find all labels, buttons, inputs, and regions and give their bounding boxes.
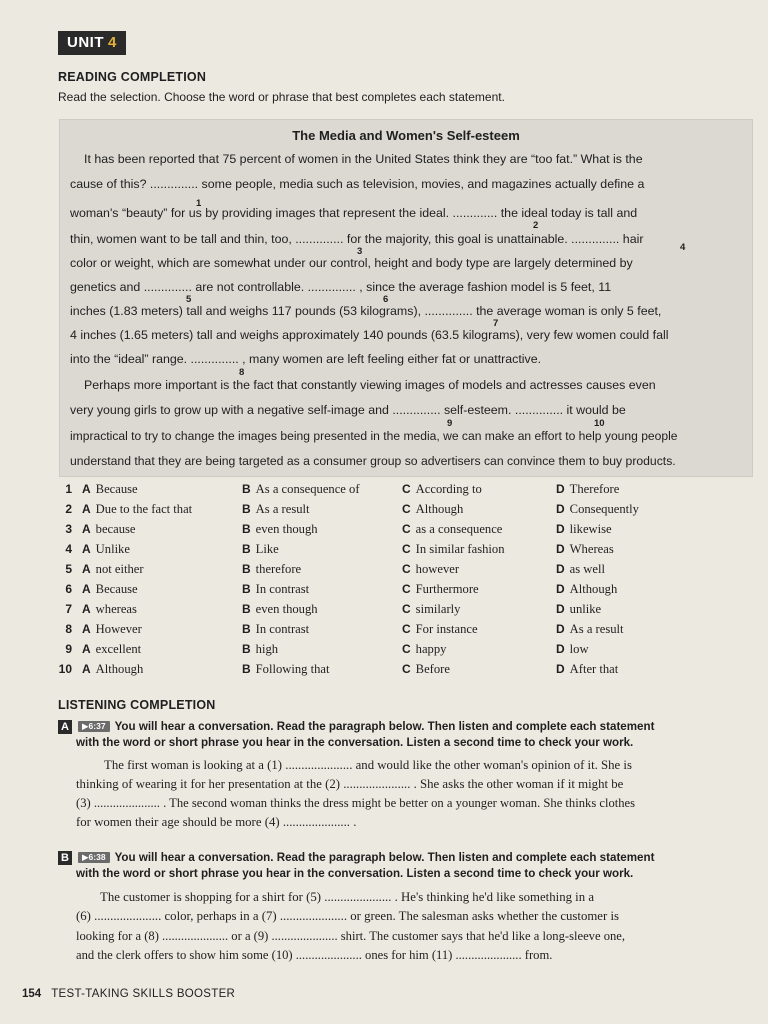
choice-row [52, 522, 752, 542]
passage-line: It has been reported that 75 percent of women in the United States think they are “too fat.” What is the [84, 152, 643, 166]
option-a[interactable]: A Because [82, 482, 138, 496]
passage-line: thin, women want to be tall and thin, too, .............. for the majority, this goal is unattainable. .............. hair [70, 232, 644, 246]
option-letter: B [242, 622, 251, 636]
option-b[interactable]: B As a result [242, 502, 310, 516]
option-c[interactable]: C however [402, 562, 460, 576]
passage-line: cause of this? .............. some people, media such as television, movies, and magazines actually define a [70, 177, 645, 191]
option-letter: B [242, 522, 251, 536]
passage-line: inches (1.83 meters) tall and weighs 117 pounds (53 kilograms), .............. the average woman is only 5 feet, [70, 304, 662, 318]
passage-line: impractical to try to change the images being presented in the media, we can make an effort to help young people [70, 429, 678, 443]
choice-row [52, 582, 752, 602]
choice-row [52, 562, 752, 582]
option-b[interactable]: B high [242, 642, 279, 656]
book-title: TEST-TAKING SKILLS BOOSTER [51, 988, 236, 1000]
question-number: 10 [58, 662, 72, 676]
question-number: 8 [65, 622, 72, 636]
unit-label: UNIT [67, 34, 104, 51]
passage-line: color or weight, which are somewhat under our control, height and body type are largely determined by [70, 256, 633, 270]
option-b[interactable]: B Like [242, 542, 279, 556]
exercise-a-instruction-2: with the word or short phrase you hear in the conversation. Listen a second time to check your work. [76, 736, 634, 749]
option-letter: C [402, 542, 411, 556]
exercise-a-line: for women their age should be more (4) ..................... . [76, 815, 357, 829]
question-number: 2 [65, 502, 72, 516]
blank-number: 3 [357, 246, 363, 257]
option-d[interactable]: D Therefore [556, 482, 620, 496]
option-letter: C [402, 582, 411, 596]
option-b[interactable]: B even though [242, 602, 318, 616]
option-letter: C [402, 642, 411, 656]
passage-line: genetics and .............. are not controllable. .............. , since the average fashion model is 5 feet, 11 [70, 280, 612, 294]
option-a[interactable]: A Although [82, 662, 144, 676]
exercise-a-line: thinking of wearing it for her presentation at the (2) ..................... . She asks the other woman if it might be [76, 777, 624, 791]
choice-row [52, 542, 752, 562]
option-d[interactable]: D likewise [556, 522, 612, 536]
option-d[interactable]: D Although [556, 582, 618, 596]
option-letter: A [82, 602, 91, 616]
option-letter: B [242, 662, 251, 676]
blank-number: 7 [493, 318, 499, 329]
option-b[interactable]: B As a consequence of [242, 482, 360, 496]
blank-number: 6 [383, 294, 389, 305]
passage-line: understand that they are being targeted as a consumer group so advertisers can convince them to buy products. [70, 454, 676, 468]
blank-number: 4 [680, 242, 686, 253]
option-c[interactable]: C For instance [402, 622, 478, 636]
exercise-b-instruction-2: with the word or short phrase you hear in the conversation. Listen a second time to check your work. [76, 867, 634, 880]
option-a[interactable]: A However [82, 622, 142, 636]
option-letter: A [82, 662, 91, 676]
exercise-a-instruction: A ▶6:37 You will hear a conversation. Read the paragraph below. Then listen and complete each statement [58, 719, 654, 734]
option-letter: D [556, 562, 565, 576]
option-b[interactable]: B In contrast [242, 622, 310, 636]
option-a[interactable]: A whereas [82, 602, 137, 616]
exercise-a-line: The first woman is looking at a (1) ..................... and would like the other woman's opinion of it. She is [104, 758, 632, 772]
audio-track-icon[interactable]: ▶6:37 [78, 721, 110, 732]
option-letter: C [402, 602, 411, 616]
exercise-a-line: (3) ..................... . The second woman thinks the dress might be better on a younger woman. She thinks clothes [76, 796, 636, 810]
choice-row [52, 602, 752, 622]
blank-number: 10 [594, 418, 605, 429]
blank-number: 9 [447, 418, 453, 429]
option-letter: A [82, 522, 91, 536]
option-c[interactable]: C Before [402, 662, 450, 676]
choice-row [52, 642, 752, 662]
option-letter: A [82, 502, 91, 516]
reading-section-title: READING COMPLETION [58, 70, 207, 84]
option-letter: B [242, 562, 251, 576]
option-letter: C [402, 622, 411, 636]
option-letter: D [556, 642, 565, 656]
option-letter: D [556, 502, 565, 516]
question-number: 7 [65, 602, 72, 616]
option-d[interactable]: D Consequently [556, 502, 639, 516]
choice-row [52, 502, 752, 522]
option-letter: A [82, 482, 91, 496]
option-b[interactable]: B In contrast [242, 582, 310, 596]
option-d[interactable]: D unlike [556, 602, 602, 616]
page-number: 154 [22, 988, 42, 1000]
option-letter: C [402, 562, 411, 576]
option-letter: C [402, 522, 411, 536]
passage-line: 4 inches (1.65 meters) tall and weighs approximately 140 pounds (63.5 kilograms), very few women could fall [70, 328, 669, 342]
exercise-b-line: and the clerk offers to show him some (10) ..................... ones for him (11) ..................... from. [76, 948, 553, 962]
option-letter: A [82, 562, 91, 576]
blank-number: 8 [239, 367, 245, 378]
option-b[interactable]: B Following that [242, 662, 330, 676]
option-letter: C [402, 502, 411, 516]
option-letter: D [556, 482, 565, 496]
choice-row [52, 662, 752, 682]
option-letter: A [82, 642, 91, 656]
option-c[interactable]: C Furthermore [402, 582, 479, 596]
option-letter: D [556, 622, 565, 636]
page-footer [22, 988, 235, 1000]
option-a[interactable]: A Because [82, 582, 138, 596]
option-letter: B [242, 602, 251, 616]
option-c[interactable]: C as a consequence [402, 522, 503, 536]
question-number: 4 [65, 542, 72, 556]
passage-title: The Media and Women's Self-esteem [292, 128, 520, 143]
question-number: 9 [65, 642, 72, 656]
question-number: 6 [65, 582, 72, 596]
option-letter: A [82, 582, 91, 596]
option-a[interactable]: A excellent [82, 642, 142, 656]
choice-row [52, 622, 752, 642]
listening-section-title: LISTENING COMPLETION [58, 698, 216, 712]
option-letter: C [402, 482, 411, 496]
exercise-b-instruction: B ▶6:38 You will hear a conversation. Read the paragraph below. Then listen and complete each statement [58, 850, 654, 865]
option-letter: B [242, 582, 251, 596]
unit-number: 4 [108, 34, 117, 51]
option-c[interactable]: C similarly [402, 602, 461, 616]
option-c[interactable]: C happy [402, 642, 447, 656]
option-d[interactable]: D As a result [556, 622, 624, 636]
option-b[interactable]: B even though [242, 522, 318, 536]
blank-number: 5 [186, 294, 192, 305]
option-letter: C [402, 662, 411, 676]
option-c[interactable]: C Although [402, 502, 464, 516]
passage-line: very young girls to grow up with a negative self-image and .............. self-esteem. .............. it would be [70, 403, 626, 417]
option-letter: B [242, 542, 251, 556]
option-letter: A [82, 622, 91, 636]
option-d[interactable]: D After that [556, 662, 619, 676]
option-letter: B [242, 502, 251, 516]
unit-badge [58, 31, 126, 55]
blank-number: 1 [196, 198, 202, 209]
exercise-tag-b: B [58, 851, 72, 865]
exercise-tag-a: A [58, 720, 72, 734]
reading-instruction: Read the selection. Choose the word or phrase that best completes each statement. [58, 90, 505, 104]
passage-box [60, 120, 752, 476]
option-letter: D [556, 582, 565, 596]
option-letter: B [242, 482, 251, 496]
exercise-b-line: The customer is shopping for a shirt for (5) ..................... . He's thinking he'd like something in a [100, 890, 595, 904]
audio-track-icon[interactable]: ▶6:38 [78, 852, 110, 863]
option-d[interactable]: D as well [556, 562, 605, 576]
passage-line: into the “ideal” range. .............. , many women are left feeling either fat or unattractive. [70, 352, 542, 366]
option-a[interactable]: A because [82, 522, 136, 536]
option-letter: D [556, 542, 565, 556]
option-d[interactable]: D low [556, 642, 589, 656]
option-a[interactable]: A Due to the fact that [82, 502, 193, 516]
option-c[interactable]: C According to [402, 482, 482, 496]
passage-line: woman's “beauty” for us by providing images that represent the ideal. ............. the ideal today is tall and [70, 206, 638, 220]
exercise-b-line: (6) ..................... color, perhaps in a (7) ..................... or green. The salesman asks whether the customer is [76, 909, 619, 923]
blank-number: 2 [533, 220, 539, 231]
option-c[interactable]: C In similar fashion [402, 542, 505, 556]
option-a[interactable]: A Unlike [82, 542, 130, 556]
option-letter: D [556, 522, 565, 536]
option-letter: A [82, 542, 91, 556]
question-number: 5 [65, 562, 72, 576]
option-d[interactable]: D Whereas [556, 542, 614, 556]
question-number: 1 [65, 482, 72, 496]
option-letter: B [242, 642, 251, 656]
choice-row [52, 482, 752, 502]
option-letter: D [556, 662, 565, 676]
passage-line: Perhaps more important is the fact that constantly viewing images of models and actresses causes even [84, 378, 656, 392]
question-number: 3 [65, 522, 72, 536]
option-letter: D [556, 602, 565, 616]
option-b[interactable]: B therefore [242, 562, 302, 576]
exercise-b-line: looking for a (8) ..................... or a (9) ..................... shirt. The customer says that he'd like a long-sleeve one, [76, 929, 626, 943]
option-a[interactable]: A not either [82, 562, 144, 576]
